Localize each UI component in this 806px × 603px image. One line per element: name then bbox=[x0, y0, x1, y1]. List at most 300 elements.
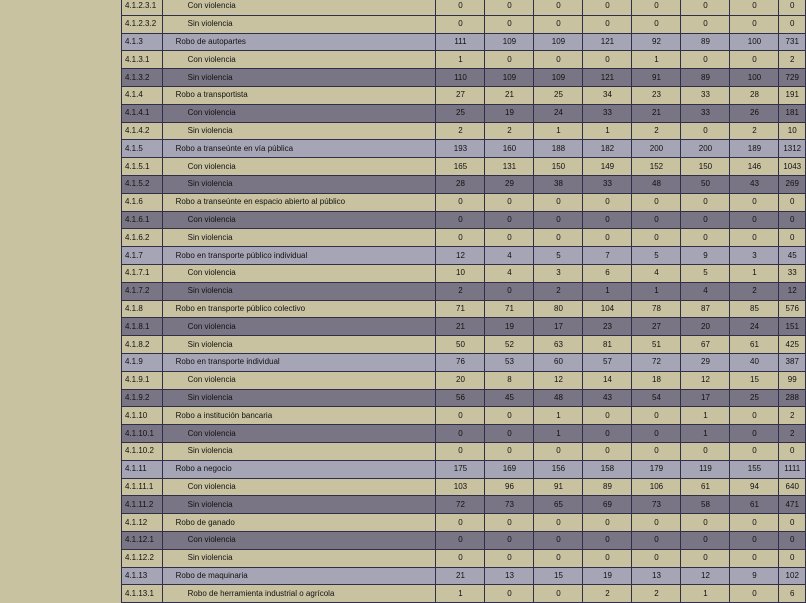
table-row bbox=[122, 0, 806, 15]
row-period-value: 40 bbox=[730, 353, 779, 371]
row-period-value: 69 bbox=[583, 496, 632, 514]
row-period-value: 0 bbox=[681, 122, 730, 140]
row-period-value: 0 bbox=[583, 514, 632, 532]
row-period-value: 25 bbox=[730, 389, 779, 407]
row-period-value: 1 bbox=[534, 122, 583, 140]
row-period-value: 152 bbox=[632, 158, 681, 176]
row-period-value: 9 bbox=[681, 247, 730, 265]
row-period-value: 100 bbox=[730, 69, 779, 87]
row-code: 4.1.8.1 bbox=[122, 318, 163, 336]
row-period-value: 0 bbox=[681, 51, 730, 69]
row-period-value: 131 bbox=[485, 158, 534, 176]
row-category-name: Robo a institución bancaria bbox=[162, 407, 436, 425]
row-period-value: 0 bbox=[681, 442, 730, 460]
row-period-value: 96 bbox=[485, 478, 534, 496]
row-period-value: 156 bbox=[534, 460, 583, 478]
row-total-value: 729 bbox=[779, 69, 806, 87]
row-total-value: 0 bbox=[779, 229, 806, 247]
row-code: 4.1.12.1 bbox=[122, 531, 163, 549]
row-period-value: 27 bbox=[632, 318, 681, 336]
row-period-value: 0 bbox=[681, 514, 730, 532]
row-code: 4.1.4 bbox=[122, 86, 163, 104]
table-row bbox=[122, 211, 806, 229]
row-code: 4.1.2.3.2 bbox=[122, 15, 163, 33]
row-category-name: Robo de autopartes bbox=[162, 33, 436, 51]
row-period-value: 106 bbox=[632, 478, 681, 496]
row-period-value: 0 bbox=[436, 229, 485, 247]
row-period-value: 71 bbox=[436, 300, 485, 318]
table-row bbox=[122, 122, 806, 140]
row-category-name: Sin violencia bbox=[162, 496, 436, 514]
row-period-value: 0 bbox=[730, 531, 779, 549]
row-category-name: Con violencia bbox=[162, 531, 436, 549]
row-period-value: 94 bbox=[730, 478, 779, 496]
row-period-value: 0 bbox=[730, 442, 779, 460]
row-period-value: 2 bbox=[730, 282, 779, 300]
row-period-value: 0 bbox=[730, 211, 779, 229]
row-period-value: 13 bbox=[485, 567, 534, 585]
table-row bbox=[122, 104, 806, 122]
row-code: 4.1.6 bbox=[122, 193, 163, 211]
row-code: 4.1.13 bbox=[122, 567, 163, 585]
row-period-value: 28 bbox=[436, 175, 485, 193]
row-period-value: 0 bbox=[583, 531, 632, 549]
row-total-value: 0 bbox=[779, 211, 806, 229]
row-period-value: 0 bbox=[485, 211, 534, 229]
row-period-value: 20 bbox=[436, 371, 485, 389]
row-code: 4.1.8.2 bbox=[122, 336, 163, 354]
table-row bbox=[122, 514, 806, 532]
row-period-value: 24 bbox=[534, 104, 583, 122]
row-category-name: Sin violencia bbox=[162, 282, 436, 300]
row-period-value: 2 bbox=[632, 585, 681, 603]
row-code: 4.1.2.3.1 bbox=[122, 0, 163, 15]
row-period-value: 21 bbox=[436, 318, 485, 336]
row-period-value: 0 bbox=[583, 549, 632, 567]
row-period-value: 200 bbox=[681, 140, 730, 158]
table-row bbox=[122, 425, 806, 443]
row-period-value: 2 bbox=[436, 122, 485, 140]
row-category-name: Robo en transporte individual bbox=[162, 353, 436, 371]
row-period-value: 0 bbox=[534, 51, 583, 69]
row-period-value: 0 bbox=[730, 0, 779, 15]
table-row bbox=[122, 549, 806, 567]
row-period-value: 1 bbox=[632, 282, 681, 300]
row-period-value: 0 bbox=[730, 15, 779, 33]
row-total-value: 0 bbox=[779, 193, 806, 211]
row-period-value: 0 bbox=[583, 425, 632, 443]
row-period-value: 0 bbox=[436, 425, 485, 443]
row-total-value: 181 bbox=[779, 104, 806, 122]
row-period-value: 0 bbox=[485, 15, 534, 33]
row-period-value: 0 bbox=[632, 0, 681, 15]
row-period-value: 0 bbox=[730, 514, 779, 532]
row-period-value: 0 bbox=[534, 229, 583, 247]
row-category-name: Con violencia bbox=[162, 318, 436, 336]
row-period-value: 2 bbox=[730, 122, 779, 140]
row-period-value: 29 bbox=[485, 175, 534, 193]
row-period-value: 0 bbox=[583, 193, 632, 211]
row-period-value: 92 bbox=[632, 33, 681, 51]
row-period-value: 103 bbox=[436, 478, 485, 496]
row-period-value: 2 bbox=[583, 585, 632, 603]
row-period-value: 0 bbox=[632, 193, 681, 211]
row-total-value: 0 bbox=[779, 442, 806, 460]
row-period-value: 169 bbox=[485, 460, 534, 478]
row-total-value: 151 bbox=[779, 318, 806, 336]
row-total-value: 1111 bbox=[779, 460, 806, 478]
row-period-value: 53 bbox=[485, 353, 534, 371]
table-row bbox=[122, 86, 806, 104]
table-row bbox=[122, 567, 806, 585]
row-period-value: 119 bbox=[681, 460, 730, 478]
row-period-value: 0 bbox=[534, 531, 583, 549]
row-category-name: Robo de ganado bbox=[162, 514, 436, 532]
row-period-value: 91 bbox=[632, 69, 681, 87]
row-period-value: 81 bbox=[583, 336, 632, 354]
crime-statistics-table-wrapper bbox=[121, 0, 806, 603]
row-period-value: 21 bbox=[485, 86, 534, 104]
row-period-value: 52 bbox=[485, 336, 534, 354]
row-period-value: 2 bbox=[632, 122, 681, 140]
row-category-name: Con violencia bbox=[162, 371, 436, 389]
row-period-value: 0 bbox=[681, 211, 730, 229]
row-period-value: 0 bbox=[436, 15, 485, 33]
row-total-value: 12 bbox=[779, 282, 806, 300]
row-period-value: 34 bbox=[583, 86, 632, 104]
table-row bbox=[122, 229, 806, 247]
row-total-value: 731 bbox=[779, 33, 806, 51]
row-period-value: 189 bbox=[730, 140, 779, 158]
row-period-value: 57 bbox=[583, 353, 632, 371]
table-row bbox=[122, 460, 806, 478]
row-total-value: 99 bbox=[779, 371, 806, 389]
row-period-value: 0 bbox=[583, 0, 632, 15]
row-period-value: 63 bbox=[534, 336, 583, 354]
row-period-value: 3 bbox=[730, 247, 779, 265]
row-period-value: 1 bbox=[681, 585, 730, 603]
row-period-value: 89 bbox=[583, 478, 632, 496]
row-period-value: 0 bbox=[730, 51, 779, 69]
row-code: 4.1.10.1 bbox=[122, 425, 163, 443]
row-period-value: 2 bbox=[436, 282, 485, 300]
row-period-value: 54 bbox=[632, 389, 681, 407]
row-period-value: 0 bbox=[436, 514, 485, 532]
row-period-value: 0 bbox=[681, 549, 730, 567]
row-period-value: 21 bbox=[436, 567, 485, 585]
row-period-value: 150 bbox=[681, 158, 730, 176]
row-period-value: 12 bbox=[681, 371, 730, 389]
row-period-value: 150 bbox=[534, 158, 583, 176]
row-period-value: 0 bbox=[436, 549, 485, 567]
row-period-value: 0 bbox=[485, 193, 534, 211]
row-period-value: 0 bbox=[681, 15, 730, 33]
table-row bbox=[122, 264, 806, 282]
row-code: 4.1.5.1 bbox=[122, 158, 163, 176]
row-period-value: 0 bbox=[681, 531, 730, 549]
row-period-value: 43 bbox=[730, 175, 779, 193]
row-period-value: 61 bbox=[730, 336, 779, 354]
row-period-value: 0 bbox=[583, 407, 632, 425]
row-category-name: Sin violencia bbox=[162, 15, 436, 33]
row-period-value: 0 bbox=[681, 193, 730, 211]
row-period-value: 27 bbox=[436, 86, 485, 104]
row-period-value: 146 bbox=[730, 158, 779, 176]
row-category-name: Robo en transporte público individual bbox=[162, 247, 436, 265]
row-category-name: Sin violencia bbox=[162, 69, 436, 87]
table-row bbox=[122, 407, 806, 425]
table-row bbox=[122, 478, 806, 496]
row-period-value: 45 bbox=[485, 389, 534, 407]
row-period-value: 78 bbox=[632, 300, 681, 318]
row-period-value: 0 bbox=[436, 531, 485, 549]
row-period-value: 0 bbox=[534, 549, 583, 567]
row-period-value: 0 bbox=[583, 229, 632, 247]
row-period-value: 15 bbox=[534, 567, 583, 585]
row-period-value: 0 bbox=[436, 193, 485, 211]
row-period-value: 61 bbox=[730, 496, 779, 514]
row-code: 4.1.12 bbox=[122, 514, 163, 532]
row-period-value: 0 bbox=[632, 442, 681, 460]
row-total-value: 2 bbox=[779, 51, 806, 69]
row-total-value: 640 bbox=[779, 478, 806, 496]
row-period-value: 73 bbox=[632, 496, 681, 514]
table-row bbox=[122, 282, 806, 300]
row-total-value: 191 bbox=[779, 86, 806, 104]
row-period-value: 1 bbox=[632, 51, 681, 69]
table-row bbox=[122, 371, 806, 389]
row-period-value: 23 bbox=[632, 86, 681, 104]
row-code: 4.1.3.2 bbox=[122, 69, 163, 87]
row-period-value: 89 bbox=[681, 69, 730, 87]
row-period-value: 23 bbox=[583, 318, 632, 336]
row-period-value: 158 bbox=[583, 460, 632, 478]
table-body bbox=[122, 0, 806, 603]
row-code: 4.1.12.2 bbox=[122, 549, 163, 567]
row-period-value: 0 bbox=[632, 407, 681, 425]
row-period-value: 1 bbox=[583, 122, 632, 140]
row-total-value: 10 bbox=[779, 122, 806, 140]
table-row bbox=[122, 318, 806, 336]
row-period-value: 12 bbox=[534, 371, 583, 389]
row-total-value: 0 bbox=[779, 531, 806, 549]
row-period-value: 110 bbox=[436, 69, 485, 87]
row-total-value: 0 bbox=[779, 514, 806, 532]
row-period-value: 149 bbox=[583, 158, 632, 176]
row-period-value: 28 bbox=[730, 86, 779, 104]
row-period-value: 8 bbox=[485, 371, 534, 389]
row-period-value: 1 bbox=[436, 585, 485, 603]
row-code: 4.1.10.2 bbox=[122, 442, 163, 460]
row-category-name: Sin violencia bbox=[162, 549, 436, 567]
row-period-value: 0 bbox=[730, 425, 779, 443]
row-period-value: 26 bbox=[730, 104, 779, 122]
row-code: 4.1.3 bbox=[122, 33, 163, 51]
row-period-value: 4 bbox=[485, 264, 534, 282]
row-period-value: 50 bbox=[681, 175, 730, 193]
row-code: 4.1.11 bbox=[122, 460, 163, 478]
table-row bbox=[122, 389, 806, 407]
row-period-value: 0 bbox=[730, 193, 779, 211]
row-period-value: 17 bbox=[534, 318, 583, 336]
row-period-value: 0 bbox=[485, 407, 534, 425]
row-category-name: Sin violencia bbox=[162, 175, 436, 193]
row-total-value: 1043 bbox=[779, 158, 806, 176]
row-period-value: 91 bbox=[534, 478, 583, 496]
row-period-value: 0 bbox=[534, 15, 583, 33]
row-period-value: 43 bbox=[583, 389, 632, 407]
row-category-name: Sin violencia bbox=[162, 122, 436, 140]
row-period-value: 13 bbox=[632, 567, 681, 585]
row-period-value: 1 bbox=[583, 282, 632, 300]
row-period-value: 0 bbox=[632, 229, 681, 247]
row-period-value: 12 bbox=[681, 567, 730, 585]
row-period-value: 0 bbox=[632, 531, 681, 549]
row-period-value: 4 bbox=[681, 282, 730, 300]
row-period-value: 0 bbox=[485, 0, 534, 15]
row-total-value: 269 bbox=[779, 175, 806, 193]
row-period-value: 58 bbox=[681, 496, 730, 514]
row-code: 4.1.6.2 bbox=[122, 229, 163, 247]
row-total-value: 1312 bbox=[779, 140, 806, 158]
row-period-value: 17 bbox=[681, 389, 730, 407]
row-period-value: 2 bbox=[534, 282, 583, 300]
row-total-value: 6 bbox=[779, 585, 806, 603]
row-period-value: 193 bbox=[436, 140, 485, 158]
row-period-value: 4 bbox=[485, 247, 534, 265]
row-code: 4.1.3.1 bbox=[122, 51, 163, 69]
row-code: 4.1.7.1 bbox=[122, 264, 163, 282]
row-period-value: 25 bbox=[436, 104, 485, 122]
row-period-value: 67 bbox=[681, 336, 730, 354]
row-period-value: 60 bbox=[534, 353, 583, 371]
row-period-value: 0 bbox=[730, 585, 779, 603]
row-period-value: 33 bbox=[681, 86, 730, 104]
row-period-value: 1 bbox=[436, 51, 485, 69]
row-category-name: Con violencia bbox=[162, 104, 436, 122]
row-period-value: 0 bbox=[583, 51, 632, 69]
row-total-value: 288 bbox=[779, 389, 806, 407]
row-period-value: 33 bbox=[583, 175, 632, 193]
row-category-name: Con violencia bbox=[162, 51, 436, 69]
row-period-value: 109 bbox=[534, 69, 583, 87]
row-code: 4.1.11.1 bbox=[122, 478, 163, 496]
table-row bbox=[122, 158, 806, 176]
row-period-value: 0 bbox=[632, 514, 681, 532]
row-code: 4.1.6.1 bbox=[122, 211, 163, 229]
row-period-value: 0 bbox=[583, 211, 632, 229]
row-period-value: 51 bbox=[632, 336, 681, 354]
row-period-value: 14 bbox=[583, 371, 632, 389]
row-category-name: Robo de maquinaria bbox=[162, 567, 436, 585]
row-period-value: 0 bbox=[534, 442, 583, 460]
row-period-value: 182 bbox=[583, 140, 632, 158]
row-period-value: 121 bbox=[583, 33, 632, 51]
row-period-value: 0 bbox=[534, 0, 583, 15]
row-code: 4.1.7.2 bbox=[122, 282, 163, 300]
row-period-value: 0 bbox=[485, 585, 534, 603]
table-row bbox=[122, 15, 806, 33]
row-period-value: 24 bbox=[730, 318, 779, 336]
row-period-value: 0 bbox=[730, 407, 779, 425]
row-period-value: 111 bbox=[436, 33, 485, 51]
row-period-value: 10 bbox=[436, 264, 485, 282]
row-total-value: 45 bbox=[779, 247, 806, 265]
row-code: 4.1.9 bbox=[122, 353, 163, 371]
row-category-name: Robo a transeúnte en vía pública bbox=[162, 140, 436, 158]
row-period-value: 0 bbox=[534, 585, 583, 603]
row-code: 4.1.8 bbox=[122, 300, 163, 318]
table-row bbox=[122, 531, 806, 549]
row-period-value: 9 bbox=[730, 567, 779, 585]
row-period-value: 0 bbox=[632, 211, 681, 229]
row-period-value: 0 bbox=[485, 549, 534, 567]
row-period-value: 33 bbox=[583, 104, 632, 122]
row-period-value: 0 bbox=[485, 51, 534, 69]
row-period-value: 18 bbox=[632, 371, 681, 389]
row-period-value: 5 bbox=[681, 264, 730, 282]
table-row bbox=[122, 193, 806, 211]
row-period-value: 0 bbox=[632, 549, 681, 567]
row-period-value: 0 bbox=[730, 549, 779, 567]
row-period-value: 0 bbox=[485, 442, 534, 460]
row-period-value: 19 bbox=[583, 567, 632, 585]
row-period-value: 76 bbox=[436, 353, 485, 371]
row-period-value: 33 bbox=[681, 104, 730, 122]
row-period-value: 0 bbox=[583, 15, 632, 33]
row-period-value: 20 bbox=[681, 318, 730, 336]
row-code: 4.1.13.1 bbox=[122, 585, 163, 603]
row-total-value: 0 bbox=[779, 15, 806, 33]
row-period-value: 0 bbox=[436, 0, 485, 15]
row-category-name: Con violencia bbox=[162, 478, 436, 496]
row-period-value: 0 bbox=[534, 514, 583, 532]
row-period-value: 29 bbox=[681, 353, 730, 371]
row-category-name: Con violencia bbox=[162, 0, 436, 15]
row-period-value: 19 bbox=[485, 318, 534, 336]
row-period-value: 155 bbox=[730, 460, 779, 478]
row-period-value: 165 bbox=[436, 158, 485, 176]
row-code: 4.1.5.2 bbox=[122, 175, 163, 193]
row-code: 4.1.9.2 bbox=[122, 389, 163, 407]
row-total-value: 2 bbox=[779, 425, 806, 443]
row-period-value: 15 bbox=[730, 371, 779, 389]
row-period-value: 0 bbox=[485, 514, 534, 532]
row-period-value: 89 bbox=[681, 33, 730, 51]
row-code: 4.1.4.1 bbox=[122, 104, 163, 122]
row-period-value: 2 bbox=[485, 122, 534, 140]
row-category-name: Sin violencia bbox=[162, 389, 436, 407]
row-category-name: Con violencia bbox=[162, 158, 436, 176]
row-period-value: 109 bbox=[534, 33, 583, 51]
row-period-value: 0 bbox=[436, 407, 485, 425]
table-row bbox=[122, 336, 806, 354]
row-code: 4.1.11.2 bbox=[122, 496, 163, 514]
row-category-name: Robo de herramienta industrial o agrícola bbox=[162, 585, 436, 603]
table-row bbox=[122, 353, 806, 371]
row-period-value: 72 bbox=[632, 353, 681, 371]
table-row bbox=[122, 442, 806, 460]
row-period-value: 0 bbox=[485, 229, 534, 247]
table-row bbox=[122, 247, 806, 265]
row-period-value: 0 bbox=[436, 442, 485, 460]
row-period-value: 1 bbox=[681, 425, 730, 443]
row-total-value: 387 bbox=[779, 353, 806, 371]
row-period-value: 0 bbox=[681, 229, 730, 247]
table-row bbox=[122, 69, 806, 87]
row-period-value: 0 bbox=[681, 0, 730, 15]
row-code: 4.1.9.1 bbox=[122, 371, 163, 389]
